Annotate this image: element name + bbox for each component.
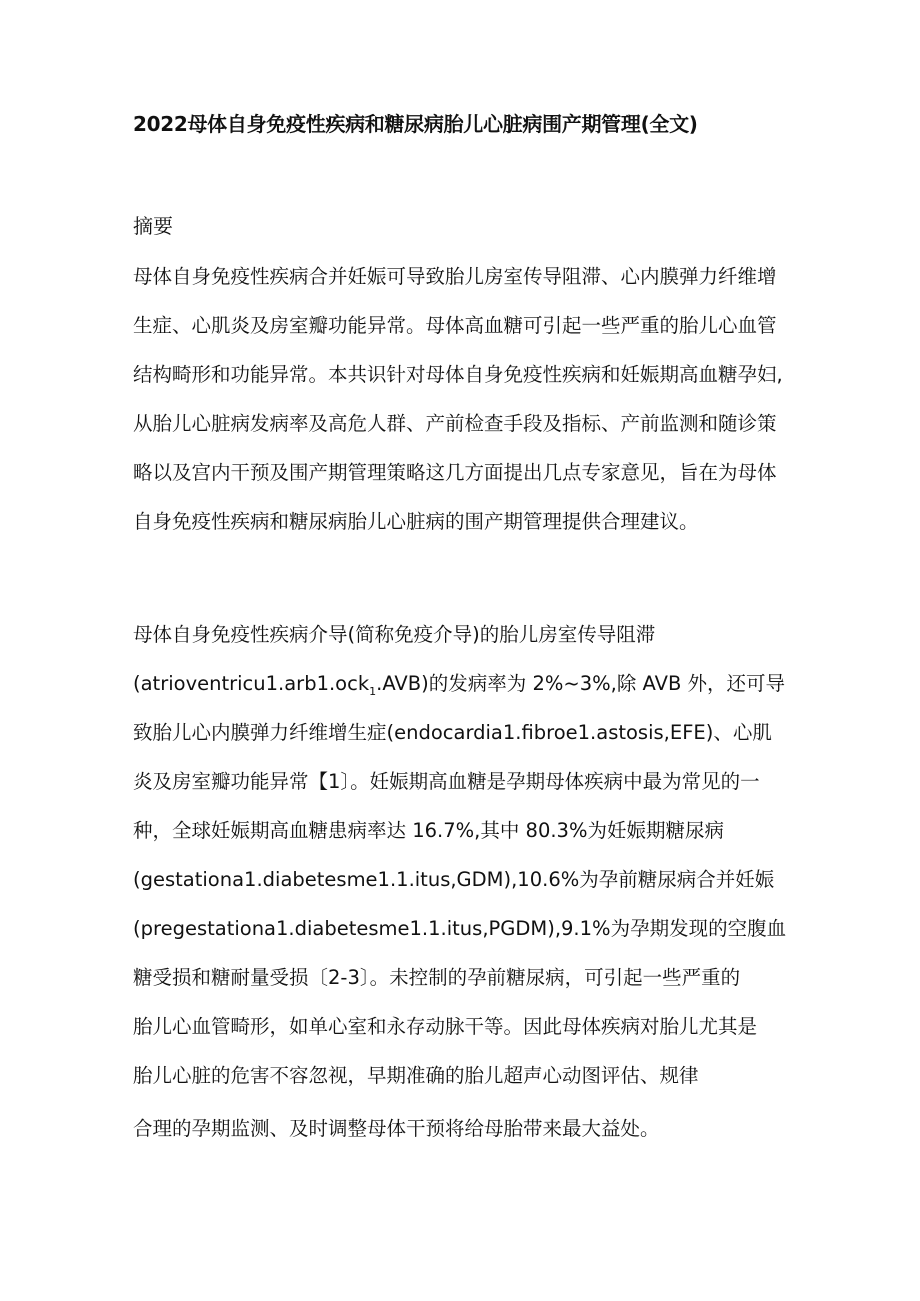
body-line: 炎及房室瓣功能异常【1〕。妊娠期高血糖是孕期母体疾病中最为常见的一 [133,770,760,793]
body-line: 合理的孕期监测、及时调整母体干预将给母胎带来最大益处。 [133,1117,660,1140]
abstract-line: 生症、心肌炎及房室瓣功能异常。母体高血糖可引起一些严重的胎儿心血管 [133,314,777,337]
body-line: 胎儿心脏的危害不容忽视，早期准确的胎儿超声心动图评估、规律 [133,1064,699,1087]
body-line: 母体自身免疫性疾病介导(简称免疫介导)的胎儿房室传导阻滞 [133,623,656,646]
abstract-paragraph [133,252,833,546]
abstract-line: 略以及宫内干预及围产期管理策略这几方面提出几点专家意见，旨在为母体 [133,461,777,484]
body-text-fragment: .AVB)的发病率为 2%~3%,除 AVB 外，还可导 [376,672,786,695]
body-line: 种，全球妊娠期高血糖患病率达 16.7%,其中 80.3%为妊娠期糖尿病 [133,819,724,842]
abstract-line: 自身免疫性疾病和糖尿病胎儿心脏病的围产期管理提供合理建议。 [133,510,699,533]
body-line: 糖受损和糖耐量受损〔2-3〕。未控制的孕前糖尿病，可引起一些严重的 [133,966,741,989]
body-line-with-subscript [133,659,833,708]
abstract-heading: 摘要 [133,214,173,238]
body-line: 致胎儿心内膜弹力纤维增生症(endocardia1.fibroe1.astosis,EFE)、心肌 [133,721,772,744]
body-line: (pregestationa1.diabetesme1.1.itus,PGDM),9.1%为孕期发现的空腹血 [133,917,787,940]
abstract-line: 结构畸形和功能异常。本共识针对母体自身免疫性疾病和妊娠期高血糖孕妇, [133,363,783,386]
body-line: 胎儿心血管畸形，如单心室和永存动脉干等。因此母体疾病对胎儿尤其是 [133,1015,758,1038]
document-title: 2022母体自身免疫性疾病和糖尿病胎儿心脏病围产期管理(全文) [133,112,698,136]
abstract-line: 从胎儿心脏病发病率及高危人群、产前检查手段及指标、产前监测和随诊策 [133,412,777,435]
body-line: (gestationa1.diabetesme1.1.itus,GDM),10.6%为孕前糖尿病合并妊娠 [133,868,775,891]
subscript-text: 1 [369,684,377,698]
abstract-line: 母体自身免疫性疾病合并妊娠可导致胎儿房室传导阻滞、心内膜弹力纤维增 [133,265,777,288]
body-text-fragment: (atrioventricu1.arb1.ock [133,672,370,695]
body-paragraph [133,610,833,1153]
